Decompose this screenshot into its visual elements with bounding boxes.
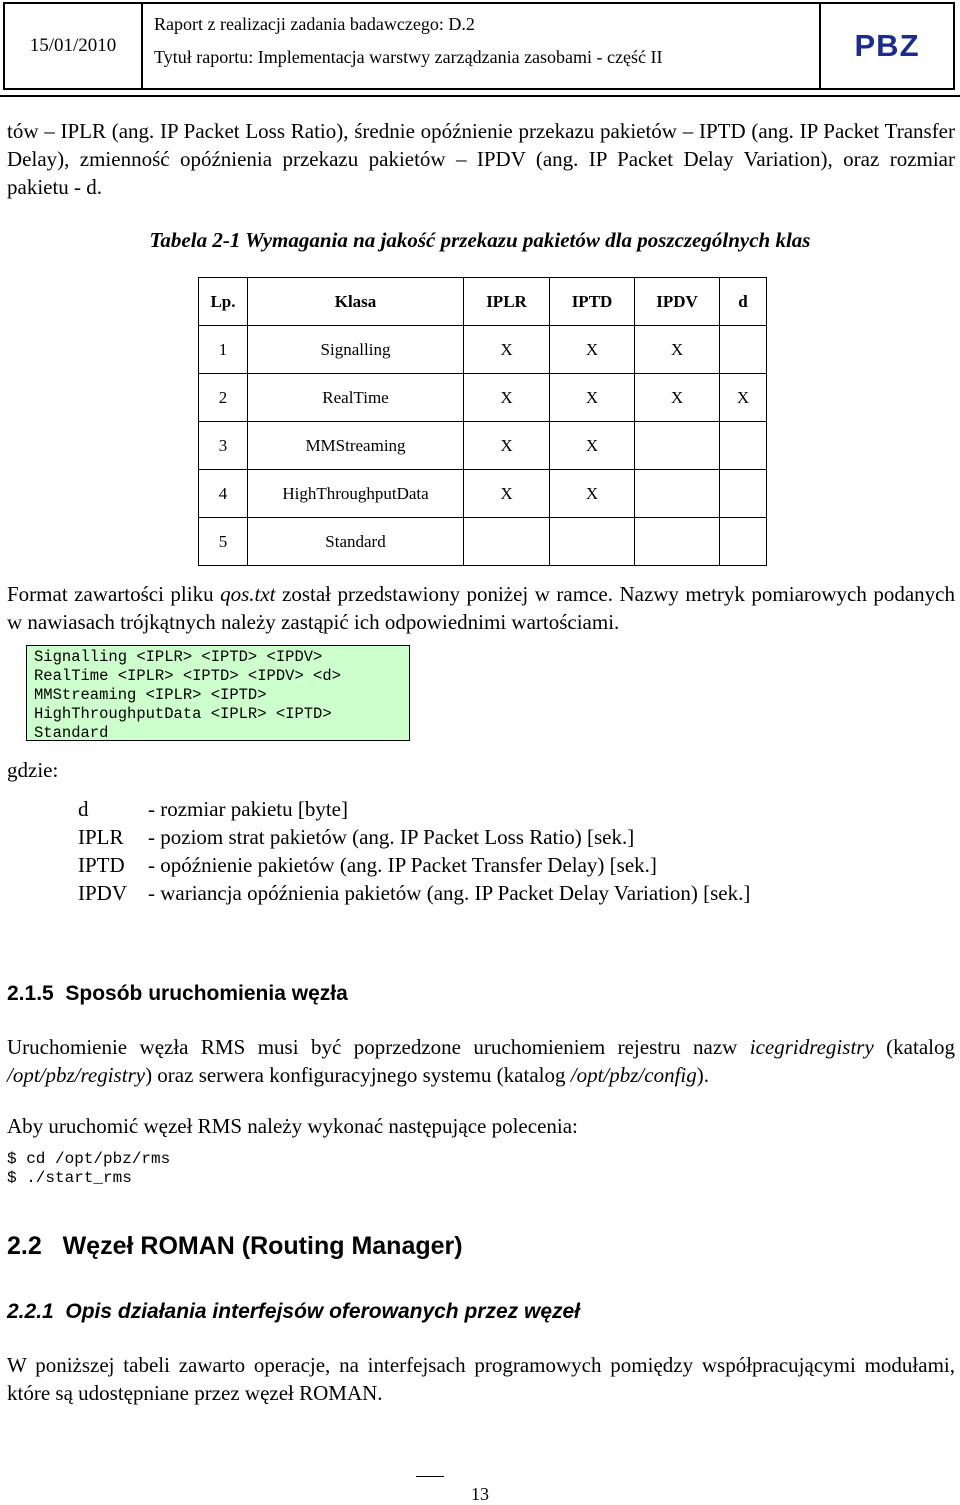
- heading-2-2-1: 2.2.1 Opis działania interfejsów oferowanych przez węzeł: [7, 1300, 581, 1323]
- format-text-before: Format zawartości pliku: [7, 582, 221, 606]
- def-key: IPDV: [78, 881, 128, 905]
- table-cell: [635, 422, 720, 470]
- list-item: [78, 879, 750, 907]
- def-desc: - opóźnienie pakietów (ang. IP Packet Transfer Delay) [sek.]: [148, 853, 657, 877]
- def-desc: - rozmiar pakietu [byte]: [148, 797, 348, 821]
- footer-divider: [416, 1476, 444, 1477]
- heading-2-1-5: 2.1.5 Sposób uruchomienia węzła: [7, 982, 348, 1005]
- roman-interfaces-paragraph: W poniższej tabeli zawarto operacje, na interfejsach programowych pomiędzy współpracującymi modułami, które są udostępniane przez węzeł ROMAN.: [7, 1353, 955, 1405]
- where-label: gdzie:: [7, 758, 59, 782]
- table-cell: X: [635, 326, 720, 374]
- table-cell: X: [635, 374, 720, 422]
- def-desc: - poziom strat pakietów (ang. IP Packet Loss Ratio) [sek.]: [148, 825, 635, 849]
- table-row: [199, 518, 767, 566]
- header-title-line: Tytuł raportu: Implementacja warstwy zarządzania zasobami - część II: [154, 47, 663, 67]
- commands-intro: Aby uruchomić węzeł RMS należy wykonać następujące polecenia:: [7, 1114, 578, 1138]
- table-cell: [635, 518, 720, 566]
- table-cell: [464, 518, 550, 566]
- table-cell: HighThroughputData: [248, 470, 464, 518]
- table-cell: X: [550, 422, 635, 470]
- list-item: [78, 851, 750, 879]
- table-cell: 3: [199, 422, 248, 470]
- command-line: $ cd /opt/pbz/rms: [7, 1150, 171, 1168]
- qos-filename: qos.txt: [220, 582, 276, 606]
- table-header-row: [199, 278, 767, 326]
- pbz-logo: PBZ: [854, 28, 920, 63]
- header-divider: [0, 95, 960, 97]
- command-line: $ ./start_rms: [7, 1169, 132, 1187]
- registry-name: icegridregistry: [749, 1035, 874, 1059]
- table-cell: [550, 518, 635, 566]
- table-cell: X: [464, 374, 550, 422]
- table-cell: 2: [199, 374, 248, 422]
- definitions-list: [78, 795, 750, 907]
- table-cell: [635, 470, 720, 518]
- def-key: IPTD: [78, 853, 125, 877]
- table-cell: X: [720, 374, 767, 422]
- code-line: MMStreaming <IPLR> <IPTD>: [34, 686, 267, 704]
- page-header: [3, 2, 955, 90]
- list-item: [78, 795, 750, 823]
- table-cell: 4: [199, 470, 248, 518]
- table-row: [199, 326, 767, 374]
- qos-file-code-box: [26, 645, 410, 741]
- table-cell: X: [550, 374, 635, 422]
- table-cell: X: [464, 422, 550, 470]
- code-line: RealTime <IPLR> <IPTD> <IPDV> <d>: [34, 667, 341, 685]
- col-header-klasa: Klasa: [248, 278, 464, 326]
- code-line: Signalling <IPLR> <IPTD> <IPDV>: [34, 648, 323, 666]
- intro-paragraph: tów – IPLR (ang. IP Packet Loss Ratio), średnie opóźnienie przekazu pakietów – IPTD (ang. IP Packet Transfer Delay), zmienność opóźnienia przekazu pakietów – IPDV (ang. IP Packet Delay Variation), oraz rozmiar pakietu - d.: [7, 119, 955, 199]
- qos-requirements-table: [198, 277, 767, 566]
- config-path: /opt/pbz/config: [570, 1063, 697, 1087]
- header-titles: [143, 4, 821, 88]
- table-cell: Standard: [248, 518, 464, 566]
- table-cell: 1: [199, 326, 248, 374]
- def-desc: - wariancja opóźnienia pakietów (ang. IP Packet Delay Variation) [sek.]: [148, 881, 751, 905]
- text: Uruchomienie węzła RMS musi być poprzedzone uruchomieniem rejestru nazw: [7, 1035, 750, 1059]
- col-header-lp: Lp.: [199, 278, 248, 326]
- table-cell: Signalling: [248, 326, 464, 374]
- header-date: 15/01/2010: [5, 4, 143, 88]
- table-row: [199, 374, 767, 422]
- table-caption: Tabela 2-1 Wymagania na jakość przekazu pakietów dla poszczególnych klas: [149, 228, 811, 252]
- table-cell: X: [550, 470, 635, 518]
- table-cell: 5: [199, 518, 248, 566]
- table-cell: X: [464, 326, 550, 374]
- table-row: [199, 470, 767, 518]
- rms-start-paragraph: [7, 1033, 955, 1089]
- col-header-iplr: IPLR: [464, 278, 550, 326]
- table-cell: [720, 326, 767, 374]
- format-text-after: został przedstawiony poniżej w ramce. Nazwy metryk pomiarowych podanych w nawiasach trójkątnych należy zastąpić ich odpowiednimi wartościami.: [7, 582, 956, 634]
- format-paragraph: [7, 580, 955, 636]
- code-line: HighThroughputData <IPLR> <IPTD>: [34, 705, 332, 723]
- table-cell: X: [464, 470, 550, 518]
- def-key: IPLR: [78, 825, 124, 849]
- code-line: Standard: [34, 724, 109, 742]
- table-cell: X: [550, 326, 635, 374]
- text: ).: [696, 1063, 709, 1087]
- table-cell: [720, 518, 767, 566]
- registry-path: /opt/pbz/registry: [7, 1063, 146, 1087]
- table-cell: MMStreaming: [248, 422, 464, 470]
- col-header-iptd: IPTD: [550, 278, 635, 326]
- text: (katalog: [873, 1035, 955, 1059]
- table-cell: [720, 422, 767, 470]
- list-item: [78, 823, 750, 851]
- page-number: 13: [471, 1484, 489, 1504]
- text: ) oraz serwera konfiguracyjnego systemu (katalog: [145, 1063, 571, 1087]
- col-header-d: d: [720, 278, 767, 326]
- def-key: d: [78, 797, 89, 821]
- table-row: [199, 422, 767, 470]
- command-block: [7, 1150, 170, 1188]
- heading-2-2: 2.2 Węzeł ROMAN (Routing Manager): [7, 1232, 463, 1260]
- table-cell: [720, 470, 767, 518]
- table-cell: RealTime: [248, 374, 464, 422]
- header-report-line: Raport z realizacji zadania badawczego: D.2: [154, 14, 475, 34]
- col-header-ipdv: IPDV: [635, 278, 720, 326]
